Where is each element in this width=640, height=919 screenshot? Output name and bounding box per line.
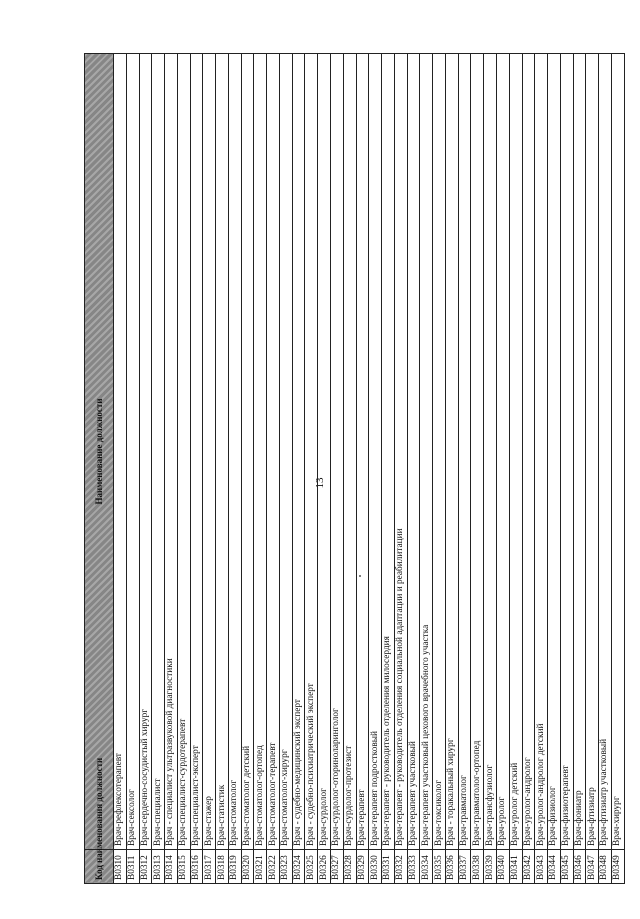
position-name-cell: Врач-хирург xyxy=(611,54,624,850)
position-code-cell: В0314 xyxy=(165,850,178,884)
position-code-cell: В0348 xyxy=(599,850,612,884)
position-name-cell: Врач-рефлексотерапевт xyxy=(114,54,127,850)
position-code-cell: В0316 xyxy=(190,850,203,884)
position-code-cell: В0329 xyxy=(356,850,369,884)
table-row xyxy=(292,54,305,884)
table-row xyxy=(165,54,178,884)
position-code-cell: В0343 xyxy=(535,850,548,884)
table-row xyxy=(509,54,522,884)
position-code-cell: В0330 xyxy=(369,850,382,884)
position-name-cell: Врач-физиолог xyxy=(548,54,561,850)
position-code-cell: В0324 xyxy=(292,850,305,884)
table-row xyxy=(203,54,216,884)
position-code-cell: В0349 xyxy=(611,850,624,884)
position-name-cell: Врач-травматолог-ортопед xyxy=(471,54,484,850)
table-row xyxy=(152,54,165,884)
position-code-cell: В0337 xyxy=(458,850,471,884)
position-code-cell: В0344 xyxy=(548,850,561,884)
position-code-cell: В0311 xyxy=(126,850,139,884)
table-row xyxy=(420,54,433,884)
table-row xyxy=(279,54,292,884)
table-row xyxy=(177,54,190,884)
position-name-cell: Врач-фтизиатр участковый xyxy=(599,54,612,850)
position-name-cell: Врач-терапевт - руководитель отделения социальной адаптации и реабилитации xyxy=(394,54,407,850)
table-body xyxy=(114,54,625,884)
position-code-cell: В0319 xyxy=(228,850,241,884)
table-row xyxy=(228,54,241,884)
position-name-cell: Врач-специалист-сурдотерапевт xyxy=(177,54,190,850)
position-code-cell: В0313 xyxy=(152,850,165,884)
position-name-cell: Врач-травматолог xyxy=(458,54,471,850)
table-row xyxy=(318,54,331,884)
position-name-cell: Врач-терапевт xyxy=(356,54,369,850)
table-row xyxy=(267,54,280,884)
position-name-cell: Врач-сурдолог xyxy=(318,54,331,850)
table-row xyxy=(394,54,407,884)
position-name-cell: Врач-сурдолог-протезист xyxy=(343,54,356,850)
table-row xyxy=(599,54,612,884)
position-name-cell: Врач-терапевт участковый цехового врачебного участка xyxy=(420,54,433,850)
position-name-cell: Врач-стоматолог детский xyxy=(241,54,254,850)
position-name-cell: Врач - специалист ультразвуковой диагностики xyxy=(165,54,178,850)
table-row xyxy=(216,54,229,884)
position-name-cell: Врач - торакальный хирург xyxy=(445,54,458,850)
position-code-cell: В0322 xyxy=(267,850,280,884)
position-code-cell: В0339 xyxy=(484,850,497,884)
position-name-cell: Врач-стоматолог xyxy=(228,54,241,850)
table-row xyxy=(114,54,127,884)
table-row xyxy=(190,54,203,884)
table-row xyxy=(611,54,624,884)
table-row xyxy=(535,54,548,884)
position-name-cell: Врач-специалист xyxy=(152,54,165,850)
position-code-cell: В0331 xyxy=(382,850,395,884)
position-code-cell: В0347 xyxy=(586,850,599,884)
position-name-cell: Врач-стоматолог-хирург xyxy=(279,54,292,850)
position-code-cell: В0318 xyxy=(216,850,229,884)
table-row xyxy=(343,54,356,884)
position-name-cell: Врач-стоматолог-ортопед xyxy=(254,54,267,850)
position-name-cell: Врач-сексолог xyxy=(126,54,139,850)
position-name-cell: Врач-терапевт участковый xyxy=(407,54,420,850)
table-row xyxy=(445,54,458,884)
position-code-cell: В0325 xyxy=(305,850,318,884)
rotated-page-content xyxy=(84,54,623,884)
table-row xyxy=(522,54,535,884)
position-code-cell: В0332 xyxy=(394,850,407,884)
position-name-cell: Врач - судебно-медицинский эксперт xyxy=(292,54,305,850)
position-name-cell: Врач-стоматолог-терапевт xyxy=(267,54,280,850)
table-row xyxy=(331,54,344,884)
position-name-cell: Врач-трансфузиолог xyxy=(484,54,497,850)
position-name-cell: Врач - судебно-психиатрический эксперт xyxy=(305,54,318,850)
table-row xyxy=(471,54,484,884)
table-row xyxy=(126,54,139,884)
table-row xyxy=(241,54,254,884)
position-code-cell: В0312 xyxy=(139,850,152,884)
table-row xyxy=(573,54,586,884)
position-name-cell: Врач-уролог-андролог xyxy=(522,54,535,850)
position-code-cell: В0336 xyxy=(445,850,458,884)
table-row xyxy=(484,54,497,884)
position-name-cell: Врач-уролог-андролог детский xyxy=(535,54,548,850)
position-name-cell: Врач-уролог xyxy=(496,54,509,850)
position-code-cell: В0345 xyxy=(560,850,573,884)
positions-table xyxy=(84,53,625,884)
table-row xyxy=(407,54,420,884)
position-name-cell: Врач-специалист-эксперт xyxy=(190,54,203,850)
position-code-cell: В0341 xyxy=(509,850,522,884)
table-row xyxy=(139,54,152,884)
header-row xyxy=(85,54,114,884)
position-code-cell: В0326 xyxy=(318,850,331,884)
position-name-cell: Врач-фониатр xyxy=(573,54,586,850)
position-name-cell: Врач-стажер xyxy=(203,54,216,850)
position-code-cell: В0338 xyxy=(471,850,484,884)
position-name-cell: Врач-уролог детский xyxy=(509,54,522,850)
position-code-cell: В0320 xyxy=(241,850,254,884)
position-name-cell: Врач-терапевт подростковый xyxy=(369,54,382,850)
header-code xyxy=(85,850,114,884)
table-row xyxy=(458,54,471,884)
position-code-cell: В0321 xyxy=(254,850,267,884)
position-name-cell: Врач-сурдолог-оториноларинголог xyxy=(331,54,344,850)
header-name: Наименование должности xyxy=(85,54,114,850)
table-row xyxy=(496,54,509,884)
table-row xyxy=(433,54,446,884)
table-row xyxy=(254,54,267,884)
position-code-cell: В0315 xyxy=(177,850,190,884)
position-code-cell: В0310 xyxy=(114,850,127,884)
position-name-cell: Врач-физиотерапевт xyxy=(560,54,573,850)
page-number: 13 xyxy=(314,477,326,489)
scan-speck xyxy=(359,575,361,577)
table-row xyxy=(305,54,318,884)
position-code-cell: В0346 xyxy=(573,850,586,884)
position-code-cell: В0327 xyxy=(331,850,344,884)
position-code-cell: В0317 xyxy=(203,850,216,884)
table-row xyxy=(548,54,561,884)
table-row xyxy=(356,54,369,884)
position-code-cell: В0323 xyxy=(279,850,292,884)
position-code-cell: В0342 xyxy=(522,850,535,884)
table-row xyxy=(382,54,395,884)
position-name-cell: Врач-фтизиатр xyxy=(586,54,599,850)
table-header xyxy=(85,54,114,884)
position-code-cell: В0340 xyxy=(496,850,509,884)
position-name-cell: Врач-статистик xyxy=(216,54,229,850)
position-code-cell: В0328 xyxy=(343,850,356,884)
table-row xyxy=(560,54,573,884)
position-code-cell: В0335 xyxy=(433,850,446,884)
position-name-cell: Врач-токсиколог xyxy=(433,54,446,850)
position-name-cell: Врач-сердечно-сосудистый хирург xyxy=(139,54,152,850)
table-row xyxy=(586,54,599,884)
position-name-cell: Врач-терапевт - руководитель отделения милосердия xyxy=(382,54,395,850)
table-row xyxy=(369,54,382,884)
position-code-cell: В0334 xyxy=(420,850,433,884)
position-code-cell: В0333 xyxy=(407,850,420,884)
